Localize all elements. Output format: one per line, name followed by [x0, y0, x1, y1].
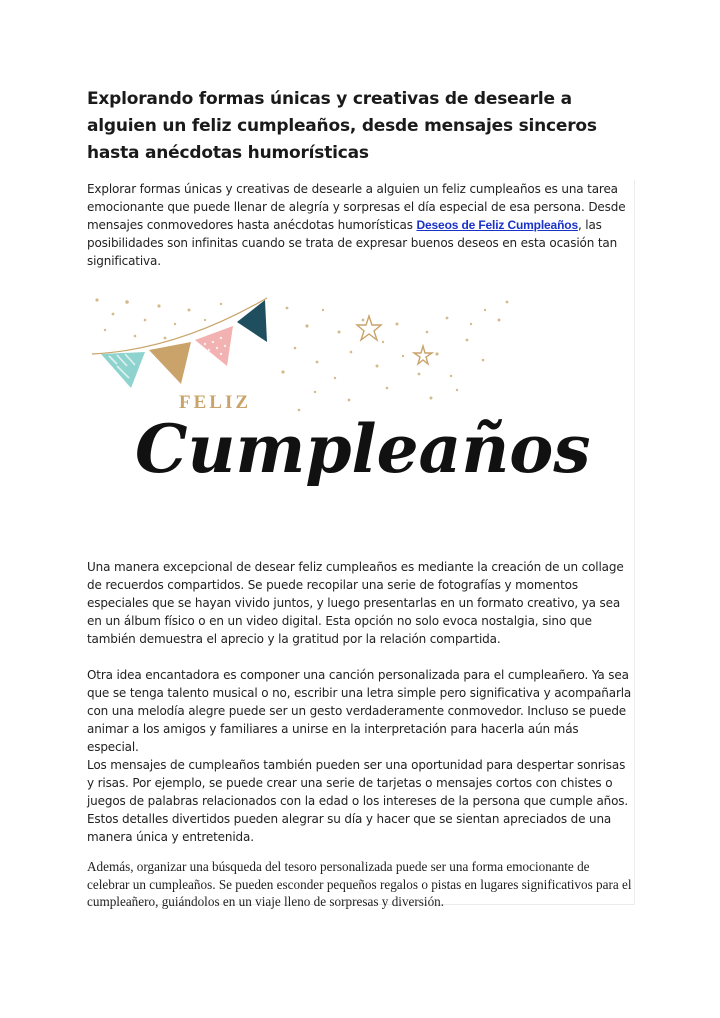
- paragraph-cancion: Otra idea encantadora es componer una canción personalizada para el cumpleañero. Ya sea que se tenga talento musical o no, escribir una letra simple pero significativa y acompañarla con una melodía alegre puede ser un gesto verdaderamente conmovedor. Incluso se puede animar a los amigos y familiares a unirse en la interpretación para hacerla aún más especial.: [87, 668, 632, 754]
- intro-paragraph: [87, 180, 633, 270]
- article-body: [87, 180, 635, 909]
- feliz-cumpleanos-image: [87, 280, 633, 555]
- paragraph-mensajes: Los mensajes de cumpleaños también pueden ser una oportunidad para despertar sonrisas y risas. Por ejemplo, se puede crear una serie de tarjetas o mensajes cortos con chistes o juegos de palabras relacionados con la edad o los intereses de la persona que cumple años. Estos detalles divertidos pueden alegrar su día y hacer que se sientan apreciados de una manera única y entretenida.: [87, 758, 629, 844]
- bunting-flag-pink: [195, 326, 233, 366]
- article-title: Explorando formas únicas y creativas de desearle a alguien un feliz cumpleaños, desde mensajes sinceros hasta anécdotas humorísticas: [87, 89, 597, 163]
- cumpleanos-script-text: Cumpleaños: [135, 410, 591, 488]
- intro-text-after-link: , las posibilidades son infinitas cuando se trata de expresar buenos deseos en esta ocasión tan significativa.: [87, 218, 618, 268]
- bunting-flag-teal: [101, 352, 145, 388]
- paragraph-busqueda-tesoro: Además, organizar una búsqueda del tesoro personalizada puede ser una forma emocionante de celebrar un cumpleaños. Se pueden esconder pequeños regalos o pistas en lugares significativos para el cumpleañero, guiándolos en un viaje lleno de sorpresas y diversión.: [87, 859, 632, 909]
- star-icon: [357, 316, 381, 340]
- paragraph-collage: Una manera excepcional de desear feliz cumpleaños es mediante la creación de un collage de recuerdos compartidos. Se puede recopilar una serie de fotografías y momentos especiales que se hayan vivido juntos, y luego presentarlas en un formato creativo, ya sea en un álbum físico o en un video digital. Esta opción no solo evoca nostalgia, sino que también demuestra el aprecio y la gratitud por la relación compartida.: [87, 560, 624, 646]
- feliz-text: FELIZ: [179, 392, 252, 413]
- star-icon-small: [414, 346, 432, 364]
- intro-text-before-link: Explorar formas únicas y creativas de desearle a alguien un feliz cumpleaños es una tarea emocionante que puede llenar de alegría y sorpresas el día especial de esa persona. Desde mensajes conmovedores hasta anécdotas humorísticas: [87, 182, 626, 232]
- bunting-flag-gold: [149, 342, 191, 384]
- deseos-cumpleanos-link[interactable]: Deseos de Feliz Cumpleaños: [416, 218, 578, 232]
